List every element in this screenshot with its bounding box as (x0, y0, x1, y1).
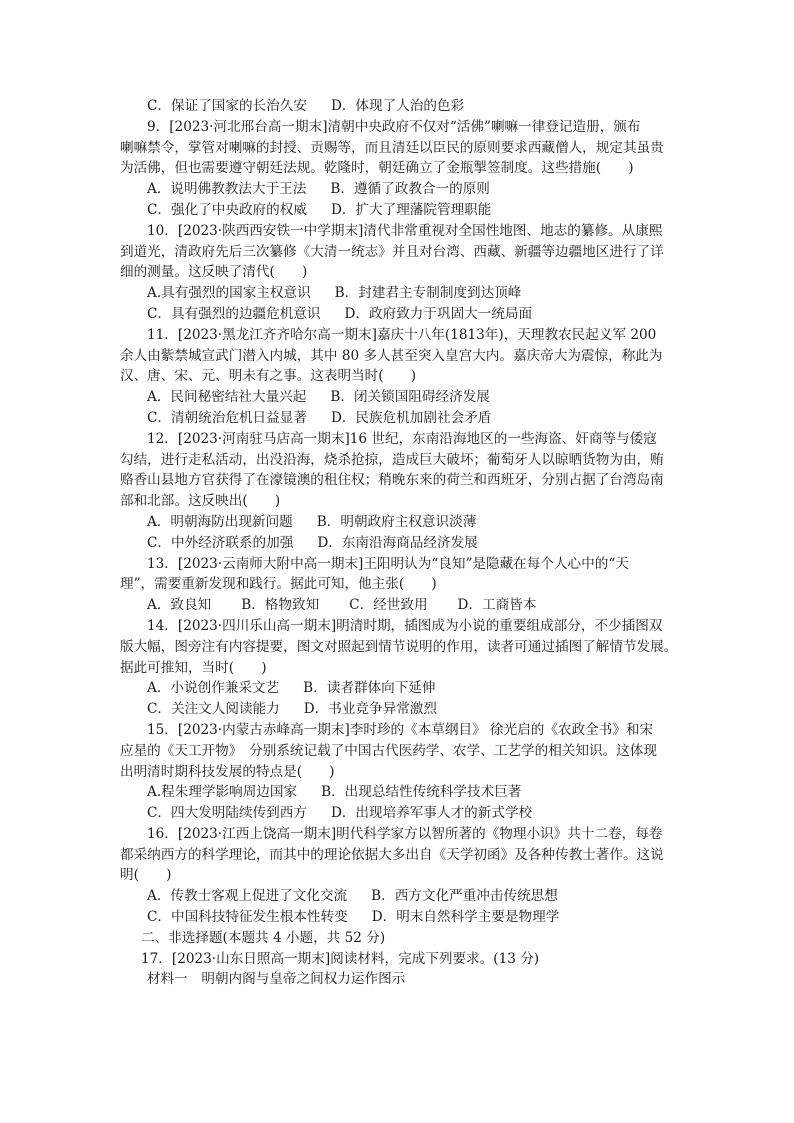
options-row-q8-tail (147, 96, 679, 117)
options-row-q11-cd (147, 408, 679, 429)
stem-line: 勾结，进行走私活动，出没沿海，烧杀抢掠，造成巨大破坏；葡萄牙人以晾晒货物为由，贿 (120, 451, 664, 468)
stem-line: 版大幅，图旁注有内容提要，图文对照起到情节说明的作用，读者可通过插图了解情节发展。 (120, 638, 678, 655)
options-row-q16-cd (147, 907, 679, 928)
stem-line: 汉、唐、宋、元、明未有之事。这表明当时( ) (120, 368, 417, 385)
stem-line: 细的测量。这反映了清代( ) (120, 264, 308, 281)
options-row-q12-ab (147, 512, 679, 533)
stem-line: 出明清时期科技发展的特点是( ) (120, 763, 335, 780)
options-row-q16-ab (147, 886, 679, 907)
stem-line: 14．[2023·四川乐山高一期末]明清时期，插图成为小说的重要组成部分，不少插图双 (147, 617, 663, 634)
options-row-q10-cd (147, 304, 679, 325)
question-stem-q16 (120, 824, 679, 886)
options-row-q13-opts (147, 595, 679, 616)
stem-line: 10．[2023·陕西西安铁一中学期末]清代非常重视对全国性地图、地志的纂修。从康熙 (147, 222, 663, 239)
answer-option: B．封建君主专制制度到达顶峰 (334, 285, 522, 302)
answer-option: A．传教士客观上促进了文化交流 (147, 888, 348, 905)
question-stem-q15 (120, 720, 679, 782)
answer-option: A.具有强烈的国家主权意识 (147, 285, 311, 302)
answer-option: D．明末自然科学主要是物理学 (371, 909, 560, 926)
answer-option: A．致良知 (147, 597, 212, 614)
stem-line: 13．[2023·云南师大附中高一期末]王阳明认为“良知”是隐藏在每个人心中的“天 (147, 555, 629, 572)
answer-option: C．经世致用 (349, 597, 428, 614)
stem-line: 喇嘛禁令，掌管对喇嘛的封授、贡赐等，而且清廷以臣民的原则要求西藏僧人，规定其虽贵 (120, 139, 664, 156)
options-row-q11-ab (147, 387, 679, 408)
options-row-q12-cd (147, 533, 679, 554)
question-stem-q13 (120, 554, 679, 596)
answer-option: A．民间秘密结社大量兴起 (147, 389, 307, 406)
options-row-q14-cd (147, 699, 679, 720)
answer-option: D．东南沿海商品经济发展 (317, 534, 478, 551)
section-heading-sec2: 二、非选择题(本题共 4 小题，共 52 分) (141, 929, 386, 946)
answer-option: C．保证了国家的长治久安 (147, 98, 307, 114)
options-row-q9-cd (147, 200, 679, 221)
answer-option: C．关注文人阅读能力 (147, 701, 280, 718)
stem-line: 赂香山县地方官获得了在濠镜澳的租住权；稍晚东来的荷兰和西班牙，分别占据了台湾岛南 (120, 472, 664, 489)
options-row-q15-cd (147, 803, 679, 824)
answer-option: C．清朝统治危机日益显著 (147, 409, 307, 426)
question-list (120, 96, 679, 990)
stem-line: 应星的《天工开物》 分别系统记载了中国古代医药学、农学、工艺学的相关知识。这体现 (120, 742, 657, 759)
question-stem-q11 (120, 325, 679, 387)
stem-line: 11．[2023·黑龙江齐齐哈尔高一期末]嘉庆十八年(1813年)，天理教农民起义军 200 (147, 326, 657, 343)
answer-option: B．读者群体向下延伸 (303, 680, 436, 697)
answer-option: D．政府致力于巩固大一统局面 (344, 305, 533, 322)
answer-option: A．明朝海防出现新问题 (147, 513, 293, 530)
stem-line: 余人由紫禁城宣武门潜入内城，其中 80 多人甚至突入皇宫大内。嘉庆帝大为震惊，称此为 (120, 347, 663, 364)
stem-line: 15．[2023·内蒙古赤峰高一期末]李时珍的《本草纲目》 徐光启的《农政全书》和宋 (147, 721, 654, 738)
section-heading-q17: 17．[2023·山东日照高一期末]阅读材料，完成下列要求。(13 分) (141, 950, 540, 967)
answer-option: D．扩大了理藩院管理职能 (330, 201, 492, 218)
answer-option: B．闭关锁国阻碍经济发展 (330, 389, 490, 406)
stem-line: 明( ) (120, 867, 172, 884)
answer-option: D．出现培养军事人才的新式学校 (330, 805, 533, 822)
answer-option: C．四大发明陆续传到西方 (147, 805, 307, 822)
question-stem-q10 (120, 221, 679, 283)
stem-line: 16．[2023·江西上饶高一期末]明代科学家方以智所著的《物理小识》共十二卷，每卷 (147, 825, 663, 842)
answer-option: D．工商皆本 (457, 597, 537, 614)
stem-line: 为活佛，但也需要遵守朝廷法规。乾隆时，朝廷确立了金瓶掣签制度。这些措施( ) (120, 160, 634, 177)
answer-option: D．民族危机加剧社会矛盾 (330, 409, 492, 426)
options-row-q9-ab (147, 179, 679, 200)
answer-option: C．中外经济联系的加强 (147, 534, 294, 551)
answer-option: B．出现总结性传统科学技术巨著 (321, 784, 522, 801)
stem-line: 到道光，清政府先后三次纂修《大清一统志》并且对台湾、西藏、新疆等边疆地区进行了详 (120, 243, 664, 260)
question-stem-q14 (120, 616, 679, 678)
answer-option: B．遵循了政教合一的原则 (330, 181, 490, 198)
answer-option: C．中国科技特征发生根本性转变 (147, 909, 348, 926)
answer-option: B．西方文化严重冲击传统思想 (371, 888, 558, 905)
answer-option: C．具有强烈的边疆危机意识 (147, 305, 321, 322)
answer-option: C．强化了中央政府的权威 (147, 201, 307, 218)
section-heading-m1: 材料一 明朝内阁与皇帝之间权力运作图示 (147, 971, 406, 988)
stem-line: 据此可推知，当时( ) (120, 659, 267, 676)
stem-line: 部和北部。这反映出( ) (120, 493, 281, 510)
options-row-q15-ab (147, 782, 679, 803)
answer-option: D．书业竞争异常激烈 (303, 701, 437, 718)
stem-line: 9．[2023·河北邢台高一期末]清朝中央政府不仅对“活佛”喇嘛一律登记造册，颁布 (147, 118, 641, 135)
options-row-q10-ab (147, 283, 679, 304)
answer-option: D．体现了人治的色彩 (330, 98, 465, 114)
answer-option: A．说明佛教教法大于王法 (147, 181, 307, 198)
question-stem-q12 (120, 429, 679, 512)
stem-line: 都采纳西方的科学理论，而其中的理论依据大多出自《天学初函》及各种传教士著作。这说 (120, 846, 664, 863)
answer-option: B．明朝政府主权意识淡薄 (316, 513, 477, 530)
answer-option: A．小说创作兼采文艺 (147, 680, 280, 697)
stem-line: 理”，需要重新发现和践行。据此可知，他主张( ) (120, 576, 437, 593)
answer-option: A.程朱理学影响周边国家 (147, 784, 298, 801)
stem-line: 12．[2023·河南驻马店高一期末]16 世纪，东南沿海地区的一些海盗、奸商等与倭寇 (147, 430, 657, 447)
options-row-q14-ab (147, 678, 679, 699)
answer-option: B．格物致知 (241, 597, 320, 614)
question-stem-q9 (120, 117, 679, 179)
